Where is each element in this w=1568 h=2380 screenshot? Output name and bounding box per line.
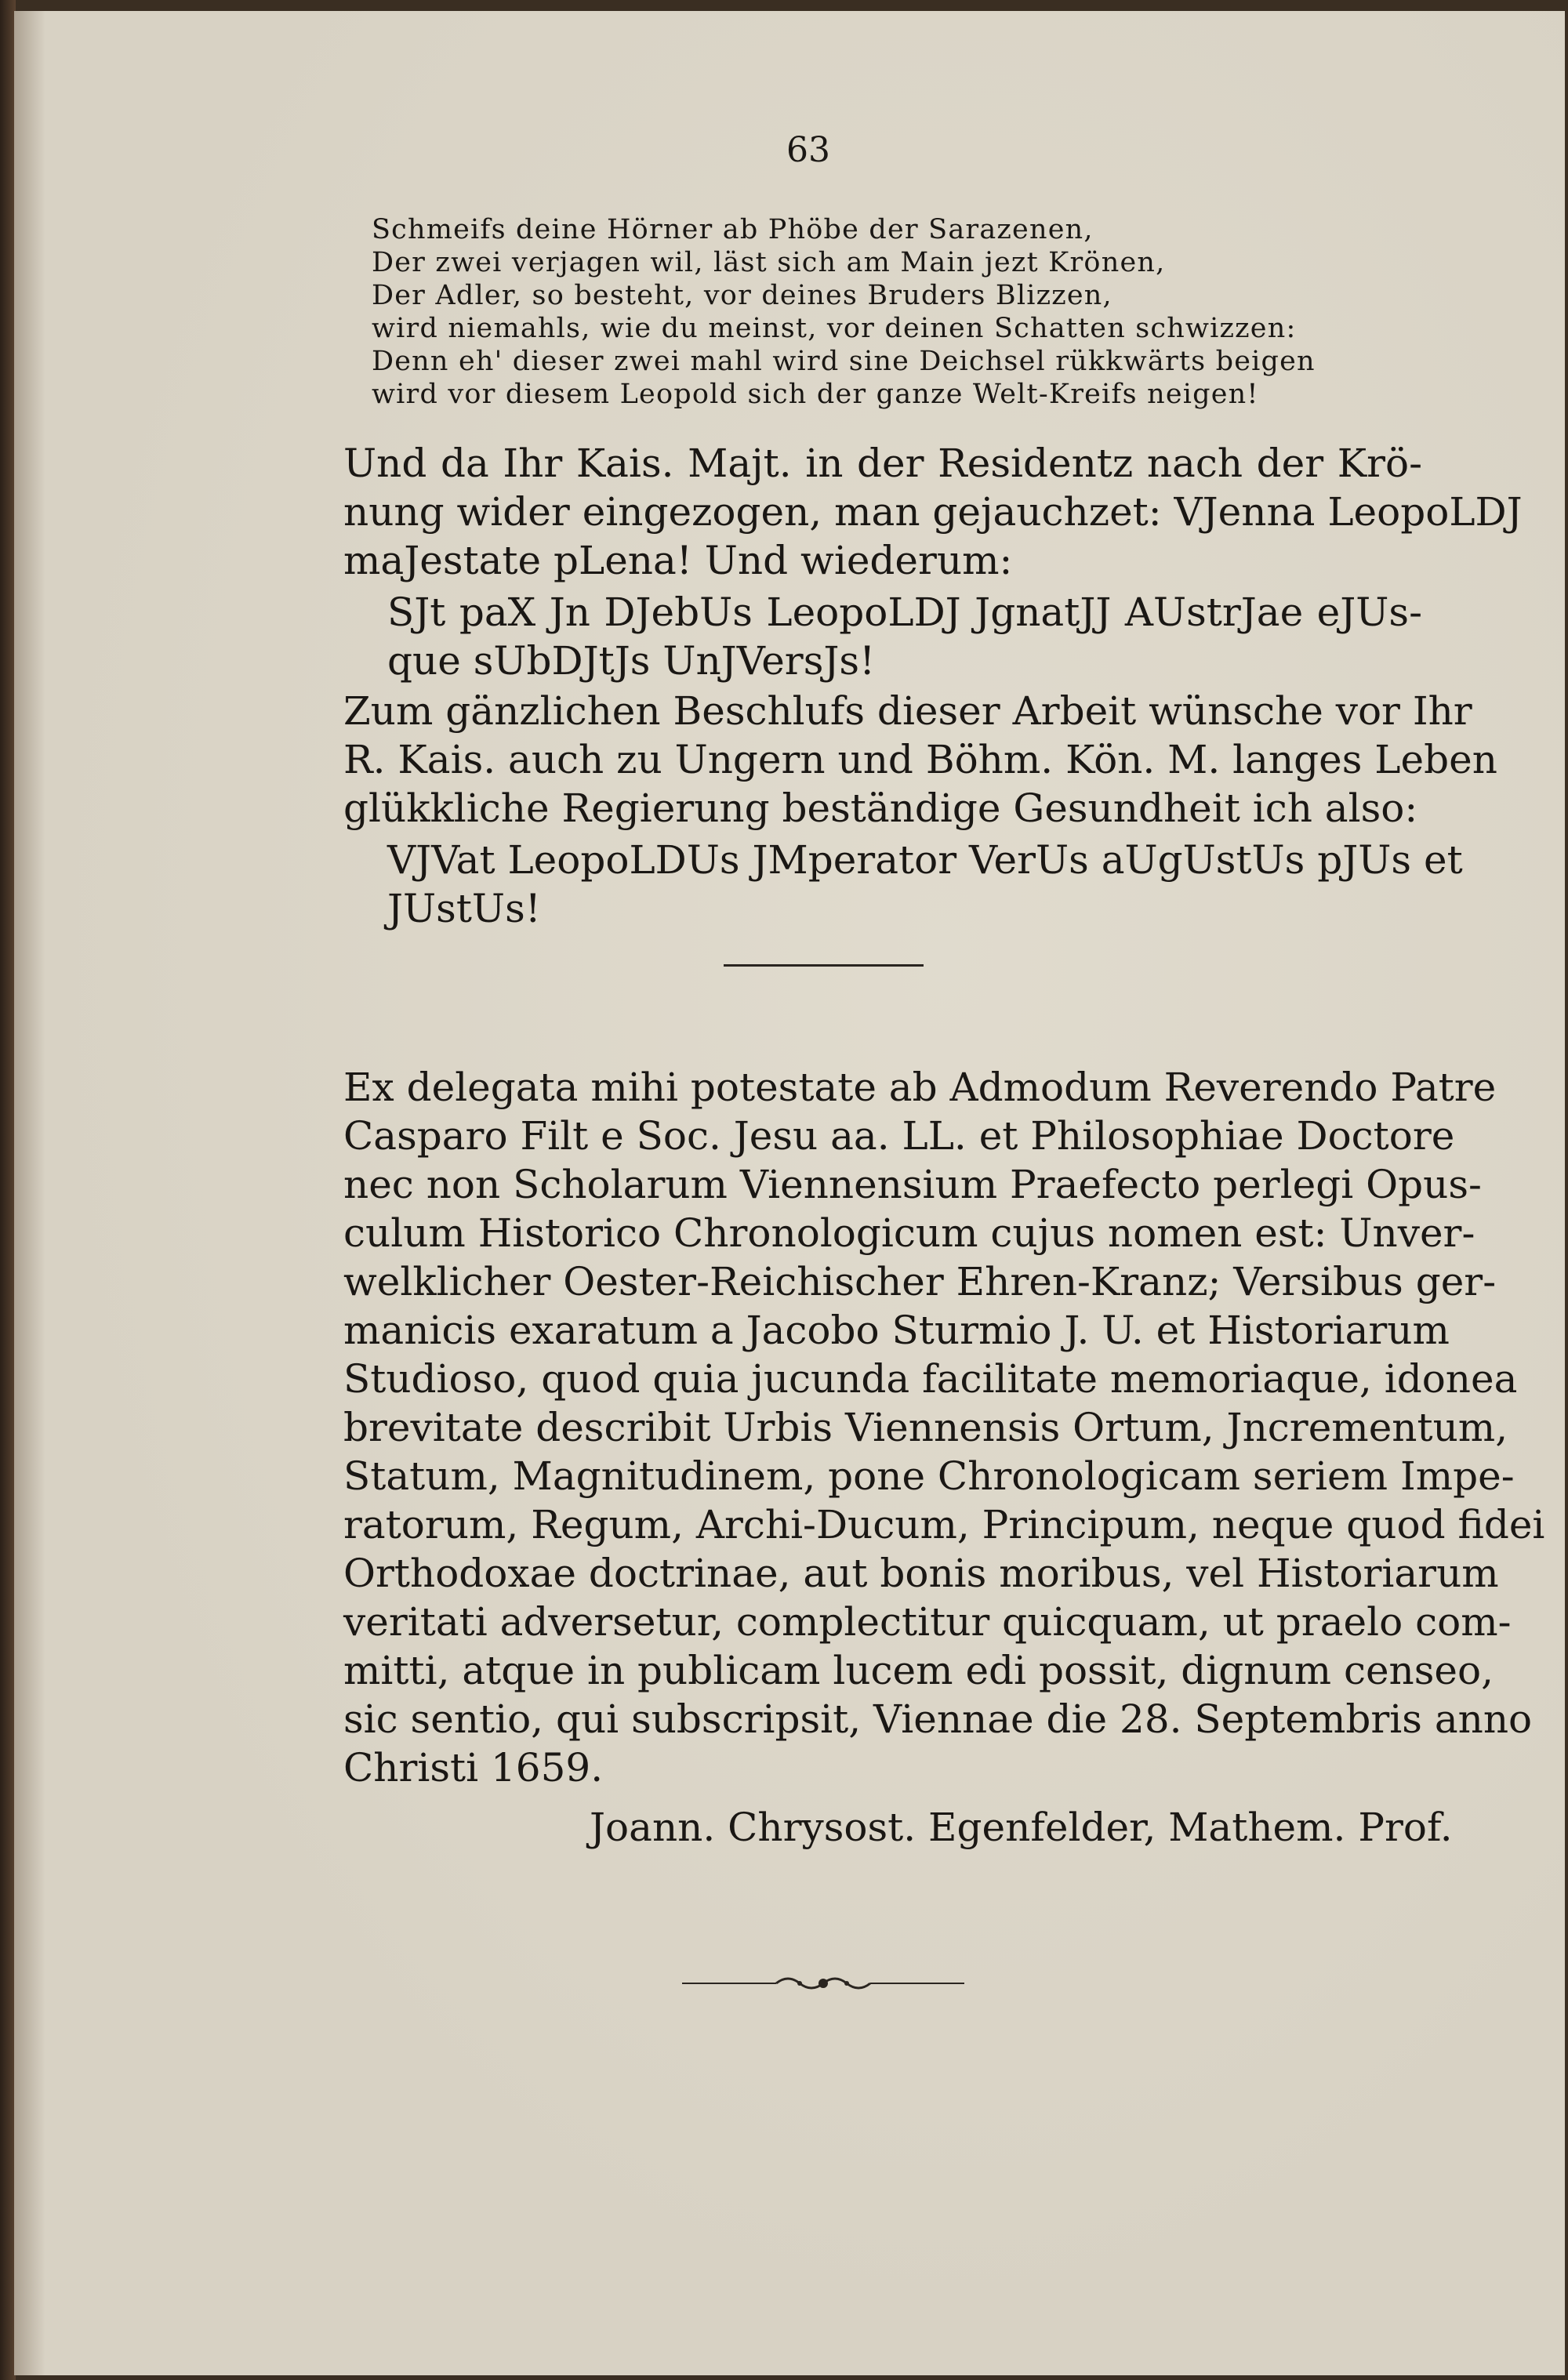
text-line: sic sentio, qui subscripsit, Viennae die 28. Septembris anno [343,1696,1533,1742]
poem-line: Schmeifs deine Hörner ab Phöbe der Sarazenen, [372,214,1094,245]
text-line: Ex delegata mihi potestate ab Admodum Reverendo Patre [343,1065,1497,1110]
poem-line: Der Adler, so besteht, vor deines Bruders Blizzen, [372,280,1112,311]
text-line: mitti, atque in publicam lucem edi possit, dignum censeo, [343,1648,1494,1693]
text-line: Orthodoxae doctrinae, aut bonis moribus, vel Historiarum [343,1551,1499,1596]
text-line: VJVat LeopoLDUs JMperator VerUs aUgUstUs pJUs et [387,837,1463,883]
text-line: culum Historico Chronologicum cujus nomen est: Unver- [343,1210,1475,1256]
closing-wish-paragraph [343,687,1497,833]
signature: Joann. Chrysost. Egenfelder, Mathem. Prof. [590,1805,1453,1850]
text-line: Zum gänzlichen Beschlufs dieser Arbeit wünsche vor Ihr [343,688,1472,734]
text-line: Christi 1659. [343,1745,604,1790]
text-line: glükkliche Regierung beständige Gesundheit ich also: [343,785,1418,831]
text-line: Studioso, quod quia jucunda facilitate memoriaque, idonea [343,1356,1518,1402]
text-line: maJestate pLena! Und wiederum: [343,538,1013,583]
coronation-paragraph [343,439,1523,585]
text-line: Casparo Filt e Soc. Jesu aa. LL. et Philosophiae Doctore [343,1113,1455,1159]
poem-verse [372,213,1406,411]
poem-line: Denn eh' dieser zwei mahl wird sine Deichsel rükkwärts beigen [372,346,1316,377]
approbation-paragraph [343,1063,1545,1792]
text-line: veritati adversetur, complectitur quicquam, ut praelo com- [343,1599,1512,1645]
text-line: brevitate describit Urbis Viennensis Ortum, Jncrementum, [343,1405,1508,1450]
poem-line: wird vor diesem Leopold sich der ganze Welt-Kreifs neigen! [372,379,1259,410]
book-page [14,11,1565,2375]
page-number: 63 [786,130,830,170]
text-line: que sUbDJtJs UnJVersJs! [387,638,876,684]
text-line: ratorum, Regum, Archi-Ducum, Principum, neque quod fidei [343,1502,1545,1547]
poem-line: wird niemahls, wie du meinst, vor deinen Schatten schwizzen: [372,313,1297,344]
text-line: manicis exaratum a Jacobo Sturmio J. U. et Historiarum [343,1308,1450,1353]
chronogram-peace [387,588,1422,685]
section-divider [724,964,924,967]
poem-line: Der zwei verjagen wil, läst sich am Main jezt Krönen, [372,247,1166,278]
text-line: SJt paX Jn DJebUs LeopoLDJ JgnatJJ AUstrJae eJUs- [387,590,1422,635]
text-line: JUstUs! [387,886,541,931]
text-line: Statum, Magnitudinem, pone Chronologicam seriem Impe- [343,1453,1515,1499]
text-line: nec non Scholarum Viennensium Praefecto perlegi Opus- [343,1162,1482,1207]
book-spine-edge [0,0,16,2380]
text-line: Und da Ihr Kais. Majt. in der Residentz nach der Krö- [343,441,1422,486]
text-line: welklicher Oester-Reichischer Ehren-Kranz; Versibus ger- [343,1259,1497,1304]
text-line: nung wider eingezogen, man gejauchzet: VJenna LeopoLDJ [343,489,1523,535]
text-line: R. Kais. auch zu Ungern und Böhm. Kön. M. langes Leben [343,737,1497,782]
chronogram-vivat [387,836,1463,933]
ornament-flourish-icon [682,1968,964,1999]
